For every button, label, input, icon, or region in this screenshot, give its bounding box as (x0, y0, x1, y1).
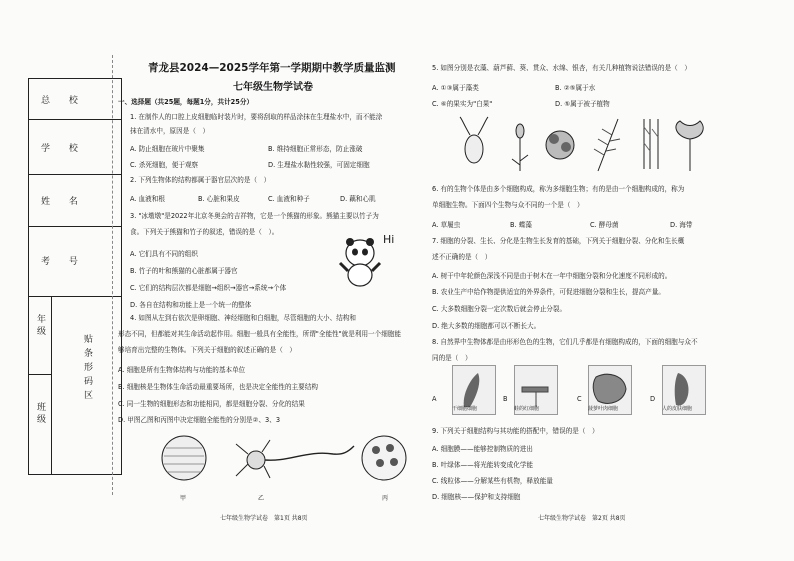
question-8-line-2: 同的是（ ） (432, 354, 472, 362)
q3-option-c[interactable]: C. 它们的结构层次都是细胞→组织→器官→系统→个体 (130, 284, 287, 292)
plants-figure (458, 115, 708, 173)
question-6-line-1: 6. 有的生物个体是由多个细胞构成，称为多细胞生物；有的是由一个细胞构成的，称为 (432, 185, 685, 193)
q5-option-d[interactable]: D. ⑤属于被子植物 (555, 100, 610, 108)
info-row-school-district (29, 79, 121, 120)
moss-drawing (512, 124, 528, 171)
figure-label-bing: 丙 (382, 495, 389, 502)
info-label: 考 号 (41, 257, 86, 267)
q9-option-a[interactable]: A. 细胞膜——能够控制物质的进出 (432, 445, 533, 453)
q6-option-d[interactable]: D. 海带 (670, 221, 693, 229)
q8-caption-c: 菠萝叶肉细胞 (588, 406, 619, 412)
q8-caption-d: 人的皮肤细胞 (662, 406, 693, 412)
q7-option-b[interactable]: B. 农业生产中给作物提供适宜的外界条件，可促进细胞分裂和生长，提高产量。 (432, 288, 665, 296)
q8-caption-a: 干细胞细胞 (452, 406, 478, 412)
q4-option-c[interactable]: C. 同一生物的细胞形态和功能相同，都是细胞分裂、分化的结果 (118, 400, 305, 408)
q9-option-c[interactable]: C. 线粒体——分解某些有机物，释放能量 (432, 477, 553, 485)
grade-cell (29, 296, 51, 375)
q1-option-c[interactable]: C. 杀死细胞，便于观察 (130, 161, 199, 169)
q4-option-d[interactable]: D. 甲图乙图和丙图中决定细胞全能性的分别是②、3、3 (118, 416, 281, 424)
panda-hi-text: Hi (383, 233, 395, 246)
q1-option-a[interactable]: A. 防止细胞在玻片中聚集 (130, 145, 205, 153)
ginkgo-drawing (676, 121, 703, 171)
question-7-line-2: 述不正确的是（ ） (432, 253, 492, 261)
question-1-line-1: 1. 在制作人的口腔上皮细胞临时装片时，要将刮取的样品涂抹在生理盐水中，而不能涂 (130, 113, 383, 121)
q8-option-b[interactable]: B (503, 395, 508, 403)
question-4-line-3: 够培育出完整的生物体。下列关于细胞的叙述正确的是（ ） (118, 346, 297, 354)
figure-label-jia: 甲 (180, 495, 187, 502)
q8-caption-b: 蛙的红细胞 (514, 406, 540, 412)
footer-page-2: 七年级生物学试卷 第2页 共8页 (538, 515, 626, 522)
info-row-school (29, 119, 121, 175)
grade-class-column (29, 296, 52, 474)
class-label: 班级 (35, 402, 45, 426)
q7-option-a[interactable]: A. 树干中年轮颜色深浅不同是由于树木在一年中细胞分裂和分化速度不同形成的。 (432, 272, 672, 280)
question-1-line-2: 抹在清水中，原因是（ ） (130, 127, 210, 135)
fern-frond-drawing (594, 119, 620, 171)
q4-option-a[interactable]: A. 细胞是所有生物体结构与功能的基本单位 (118, 366, 246, 374)
figure-label-yi: 乙 (258, 495, 265, 502)
q8-option-c[interactable]: C (577, 395, 582, 403)
q8-option-a[interactable]: A (432, 395, 437, 403)
barcode-area-label: 贴条形码区 (82, 334, 92, 404)
question-9: 9. 下列关于细胞结构与其功能的搭配中，错误的是（ ） (432, 427, 599, 435)
q2-option-b[interactable]: B. 心脏和果皮 (198, 195, 240, 203)
footer-page-1: 七年级生物学试卷 第1页 共8页 (220, 515, 308, 522)
class-cell (29, 374, 51, 474)
q8-option-d[interactable]: D (650, 395, 656, 403)
student-info-table (28, 78, 122, 475)
question-7-line-1: 7. 细胞的分裂、生长、分化是生物生长发育的基础，下列关于细胞分裂、分化和生长概 (432, 237, 685, 245)
q5-option-c[interactable]: C. ⑥的果实为"白果" (432, 100, 493, 108)
section-heading: 一、选择题（共25题，每题1分，共计25分） (118, 98, 254, 106)
info-row-name (29, 174, 121, 227)
q2-option-c[interactable]: C. 血液和种子 (268, 195, 310, 203)
q5-option-a[interactable]: A. ①③属于藻类 (432, 84, 479, 92)
q1-option-b[interactable]: B. 维持细胞正常形态，防止涨破 (268, 145, 363, 153)
info-row-exam-number (29, 226, 121, 297)
exam-title: 青龙县2024—2025学年第一学期期中教学质量监测 (148, 62, 396, 74)
q6-option-c[interactable]: C. 酵母菌 (590, 221, 619, 229)
neuron-drawing (236, 440, 354, 478)
q7-option-c[interactable]: C. 大多数细胞分裂一定次数后就会停止分裂。 (432, 305, 567, 313)
spirogyra-drawing (644, 119, 658, 169)
q9-option-d[interactable]: D. 细胞核——保护和支持细胞 (432, 493, 521, 501)
info-label: 姓 名 (41, 197, 86, 207)
question-8-line-1: 8. 自然界中生物体都是由形形色色的生物，它们几乎都是有细胞构成的，下面的细胞与众不 (432, 338, 698, 346)
question-4-line-2: 形态不同，但都能对其生命活动起作用。细胞一般具有全能性，所谓"全能性"就是利用一个细胞能 (118, 330, 402, 338)
chlamydomonas-drawing (460, 117, 488, 163)
q6-option-b[interactable]: B. 蝶藻 (510, 221, 532, 229)
question-3-line-1: 3. "冰墩墩"是2022年北京冬奥会的吉祥物，它是一个熊猫的形象。熊猫主要以竹子为 (130, 212, 379, 220)
q5-option-b[interactable]: B. ②⑤属于水 (555, 84, 596, 92)
q2-option-d[interactable]: D. 藕和心肌 (340, 195, 376, 203)
egg-cell-drawing (162, 436, 206, 480)
q7-option-d[interactable]: D. 绝大多数的细胞都可以不断长大。 (432, 322, 541, 330)
question-2: 2. 下列生物体的结构都属于器官层次的是（ ） (130, 176, 271, 184)
q3-option-b[interactable]: B. 竹子的叶和熊猫的心脏都属于器官 (130, 267, 238, 275)
q3-option-d[interactable]: D. 各自在结构和功能上是一个统一的整体 (130, 301, 252, 309)
q4-option-b[interactable]: B. 细胞核是生物体生命活动最重要场所，也是决定全能性的主要结构 (118, 383, 318, 391)
white-blood-cell-drawing (362, 436, 406, 480)
info-label: 总 校 (41, 96, 86, 106)
q3-option-a[interactable]: A. 它们具有不同的组织 (130, 250, 198, 258)
question-4-line-1: 4. 如图从左到右依次是卵细胞、神经细胞和白细胞，尽管细胞的大小、结构和 (130, 314, 356, 322)
q1-option-d[interactable]: D. 生理盐水黏性较强，可固定细胞 (268, 161, 370, 169)
cell-types-figure (158, 430, 408, 492)
q9-option-b[interactable]: B. 叶绿体——将光能转变成化学能 (432, 461, 534, 469)
fern-flower-drawing (546, 131, 574, 159)
q6-option-a[interactable]: A. 草履虫 (432, 221, 461, 229)
binding-line (112, 55, 114, 495)
question-6-line-2: 单细胞生物。下面四个生物与众不同的一个是（ ） (432, 201, 584, 209)
q2-option-a[interactable]: A. 血液和根 (130, 195, 165, 203)
info-label: 学 校 (41, 144, 86, 154)
question-3-line-2: 食。下列关于熊猫和竹子的叙述，错误的是（ ）。 (130, 228, 279, 236)
exam-subtitle: 七年级生物学试卷 (233, 82, 313, 93)
question-5: 5. 如图分别是衣藻、葫芦藓、葵、贯众、水绵、银杏，有关几种植物说法错误的是（ ） (432, 64, 691, 72)
grade-label: 年级 (35, 314, 45, 338)
